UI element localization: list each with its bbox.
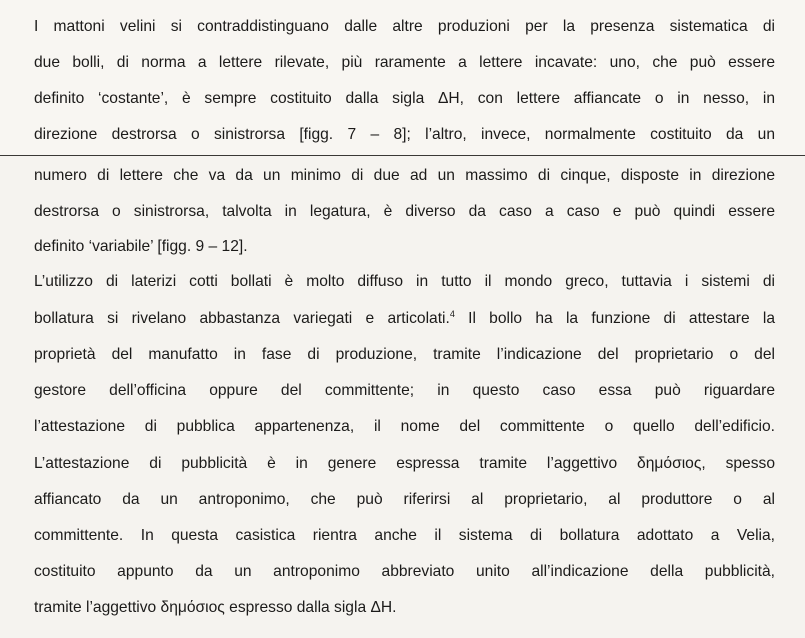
footnote-marker: 4 <box>449 308 455 319</box>
text-line: l’attestazione di pubblica appartenenza, il nome del committente o quello dell’edificio. <box>34 418 775 435</box>
text-line: I mattoni velini si contraddistinguano dalle altre produzioni per la presenza sistematica di <box>34 18 775 35</box>
text-line: destrorsa o sinistrorsa, talvolta in legatura, è diverso da caso a caso e può quindi essere <box>34 203 775 220</box>
text-line <box>34 309 775 329</box>
text-line: costituito appunto da un antroponimo abbreviato unito all’indicazione della pubblicità, <box>34 563 775 580</box>
page-fold-line <box>0 155 805 156</box>
text-line: affiancato da un antroponimo, che può riferirsi al proprietario, al produttore o al <box>34 491 775 508</box>
text-line: proprietà del manufatto in fase di produzione, tramite l’indicazione del proprietario o del <box>34 346 775 363</box>
text-line: direzione destrorsa o sinistrorsa [figg. 7 – 8]; l’altro, invece, normalmente costituito da un <box>34 126 775 143</box>
text-line: numero di lettere che va da un minimo di due ad un massimo di cinque, disposte in direzione <box>34 167 775 184</box>
text-fragment: Il bollo ha la funzione di attestare la <box>454 310 775 327</box>
text-line: tramite l’aggettivo δημόσιος espresso dalla sigla ΔH. <box>34 599 397 616</box>
text-line: gestore dell’officina oppure del committente; in questo caso essa può riguardare <box>34 382 775 399</box>
text-line: due bolli, di norma a lettere rilevate, più raramente a lettere incavate: uno, che può essere <box>34 54 775 71</box>
text-line: committente. In questa casistica rientra anche il sistema di bollatura adottato a Velia, <box>34 527 775 544</box>
text-line: definito ‘variabile’ [figg. 9 – 12]. <box>34 238 248 255</box>
text-line: L’attestazione di pubblicità è in genere espressa tramite l’aggettivo δημόσιος, spesso <box>34 455 775 472</box>
text-fragment: bollatura si rivelano abbastanza variegati e articolati. <box>34 310 450 327</box>
text-line: definito ‘costante’, è sempre costituito dalla sigla ΔH, con lettere affiancate o in nesso, in <box>34 90 775 107</box>
text-line: L’utilizzo di laterizi cotti bollati è molto diffuso in tutto il mondo greco, tuttavia i sistemi di <box>34 273 775 290</box>
